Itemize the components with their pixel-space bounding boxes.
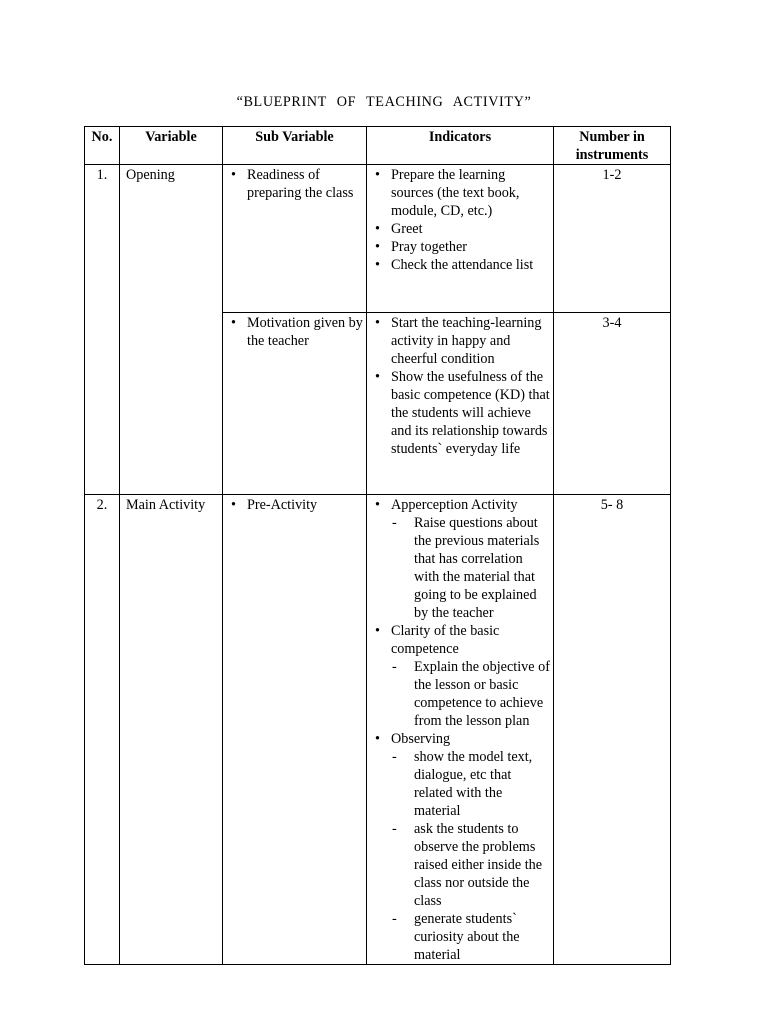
indicator-item	[367, 220, 553, 238]
indicator-text: Start the teaching-learning activity in happy and cheerful condition	[391, 315, 542, 367]
indicator-list	[367, 165, 553, 274]
sub-variable-list	[223, 165, 366, 202]
sub-variable-list	[223, 313, 366, 350]
document-title: “BLUEPRINT OF TEACHING ACTIVITY”	[236, 94, 532, 110]
bullet-icon: •	[231, 315, 236, 331]
indicators-cell	[367, 495, 554, 965]
bullet-icon: •	[375, 369, 380, 385]
bullet-icon: •	[231, 497, 236, 513]
sub-variable-item	[223, 496, 366, 514]
indicator-subitem	[391, 748, 551, 820]
indicator-item	[367, 256, 553, 274]
sub-variable-text: Motivation given by the teacher	[247, 315, 363, 349]
indicator-text: Apperception Activity	[391, 497, 518, 513]
sub-variable-cell	[223, 495, 367, 965]
indicator-text: Prepare the learning sources (the text book, module, CD, etc.)	[391, 167, 520, 219]
indicator-item	[367, 238, 553, 256]
indicator-text: Observing	[391, 731, 451, 747]
bullet-icon: •	[375, 257, 380, 273]
dash-icon: -	[392, 821, 397, 837]
instrument-number-cell: 1-2	[554, 165, 671, 313]
instrument-number-cell: 5- 8	[554, 495, 671, 965]
indicator-text: Clarity of the basic competence	[391, 623, 500, 657]
row-number-cell: 2.	[85, 495, 120, 965]
bullet-icon: •	[375, 731, 380, 747]
indicator-text: Show the usefulness of the basic competence (KD) that the students will achieve and its relationship towards students` everyday life	[391, 369, 550, 457]
indicator-list	[367, 313, 553, 458]
sub-variable-cell	[223, 165, 367, 313]
row-number-cell: 1.	[85, 165, 120, 495]
header-no: No.	[85, 127, 120, 165]
indicator-item	[367, 730, 553, 964]
table-body	[85, 165, 671, 965]
indicator-subitem	[391, 658, 551, 730]
dash-icon: -	[392, 749, 397, 765]
indicator-subitem-text: ask the students to observe the problems raised either inside the class nor outside the class	[414, 821, 543, 909]
indicator-list	[367, 495, 553, 964]
bullet-icon: •	[375, 239, 380, 255]
indicator-subitem-text: show the model text, dialogue, etc that related with the material	[414, 749, 533, 819]
indicator-text: Check the attendance list	[391, 257, 534, 273]
sub-variable-list	[223, 495, 366, 514]
indicator-sublist	[391, 748, 551, 964]
variable-cell: Main Activity	[120, 495, 223, 965]
table-row	[85, 165, 671, 313]
indicators-cell	[367, 313, 554, 495]
indicator-item	[367, 496, 553, 622]
table-row	[85, 495, 671, 965]
sub-variable-cell	[223, 313, 367, 495]
dash-icon: -	[392, 911, 397, 927]
bullet-icon: •	[375, 497, 380, 513]
indicator-subitem-text: generate students` curiosity about the material	[414, 911, 520, 963]
indicator-sublist	[391, 658, 551, 730]
header-sub-variable: Sub Variable	[223, 127, 367, 165]
indicator-item	[367, 166, 553, 220]
sub-variable-item	[223, 166, 366, 202]
indicator-subitem-text: Raise questions about the previous materials that has correlation with the material that going to be explained by the teacher	[414, 515, 540, 621]
bullet-icon: •	[231, 167, 236, 183]
sub-variable-item	[223, 314, 366, 350]
indicator-item	[367, 314, 553, 368]
variable-cell: Opening	[120, 165, 223, 495]
indicator-item	[367, 622, 553, 730]
indicator-subitem-text: Explain the objective of the lesson or basic competence to achieve from the lesson plan	[414, 659, 550, 729]
bullet-icon: •	[375, 623, 380, 639]
indicator-subitem	[391, 820, 551, 910]
indicator-subitem	[391, 514, 551, 622]
bullet-icon: •	[375, 167, 380, 183]
indicator-text: Greet	[391, 221, 423, 237]
bullet-icon: •	[375, 221, 380, 237]
instrument-number-cell: 3-4	[554, 313, 671, 495]
indicator-sublist	[391, 514, 551, 622]
header-number-in-instruments: Number in instruments	[554, 127, 671, 165]
header-variable: Variable	[120, 127, 223, 165]
header-indicators: Indicators	[367, 127, 554, 165]
indicator-text: Pray together	[391, 239, 468, 255]
blueprint-table	[84, 126, 671, 965]
indicator-subitem	[391, 910, 551, 964]
dash-icon: -	[392, 659, 397, 675]
table-header-row	[85, 127, 671, 165]
indicator-item	[367, 368, 553, 458]
indicators-cell	[367, 165, 554, 313]
dash-icon: -	[392, 515, 397, 531]
sub-variable-text: Pre-Activity	[247, 497, 318, 513]
sub-variable-text: Readiness of preparing the class	[247, 167, 354, 201]
bullet-icon: •	[375, 315, 380, 331]
